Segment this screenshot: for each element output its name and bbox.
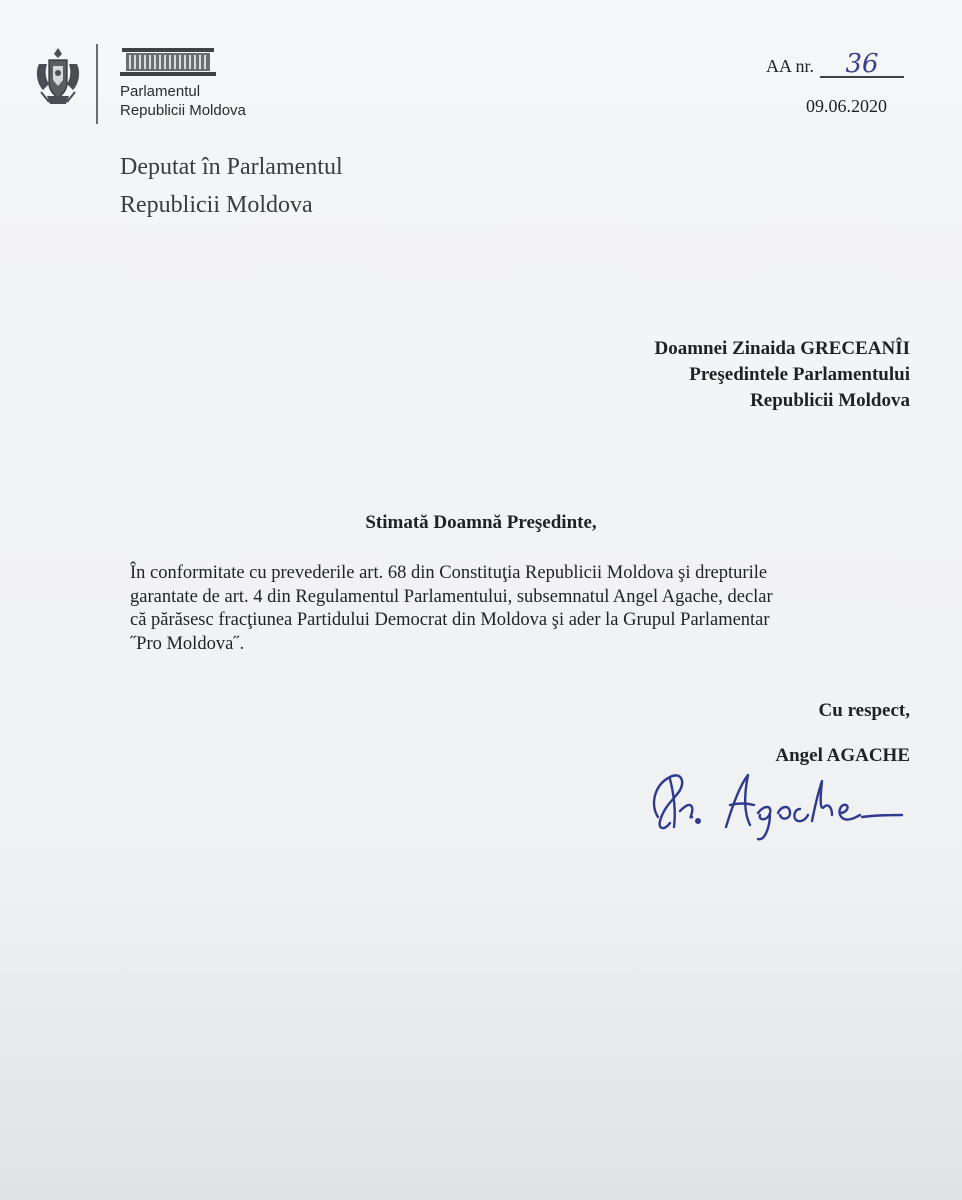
institution-line-1: Parlamentul bbox=[120, 83, 201, 100]
recipient-line-2: Preşedintele Parlamentului bbox=[689, 364, 910, 385]
registration-number bbox=[766, 49, 904, 79]
registration-label: AA nr. bbox=[766, 56, 815, 76]
handwritten-signature bbox=[640, 755, 910, 850]
sender-line-2: Republicii Moldova bbox=[120, 192, 313, 218]
registration-number-handwritten: 36 bbox=[820, 52, 904, 78]
institution-line-2: Republicii Moldova bbox=[120, 102, 246, 119]
header-divider bbox=[96, 44, 98, 124]
recipient-block bbox=[655, 336, 911, 414]
signer-name: Angel AGACHE bbox=[775, 745, 910, 766]
parliament-building-icon bbox=[120, 44, 216, 78]
sender-line-1: Deputat în Parlamentul bbox=[120, 154, 343, 180]
body-line: În conformitate cu prevederile art. 68 din Constituţia Republicii Moldova şi drepturile bbox=[130, 563, 768, 583]
coat-of-arms-icon bbox=[33, 44, 83, 110]
paper-shadow bbox=[0, 880, 962, 1200]
letter-body bbox=[130, 562, 920, 656]
salutation: Stimată Doamnă Preşedinte, bbox=[365, 512, 597, 533]
closing: Cu respect, bbox=[818, 700, 910, 721]
body-line: garantate de art. 4 din Regulamentul Parlamentului, subsemnatul Angel Agache, declar bbox=[130, 586, 773, 607]
recipient-line-1: Doamnei Zinaida GRECEANÎI bbox=[654, 338, 910, 359]
recipient-line-3: Republicii Moldova bbox=[750, 390, 910, 411]
institution-name bbox=[120, 82, 246, 120]
document-date: 09.06.2020 bbox=[806, 96, 887, 116]
sender-title bbox=[120, 148, 343, 224]
body-line: că părăsesc fracţiunea Partidului Democrat din Moldova şi ader la Grupul Parlamentar bbox=[130, 610, 770, 630]
body-line: ˝Pro Moldova˝. bbox=[130, 633, 245, 654]
